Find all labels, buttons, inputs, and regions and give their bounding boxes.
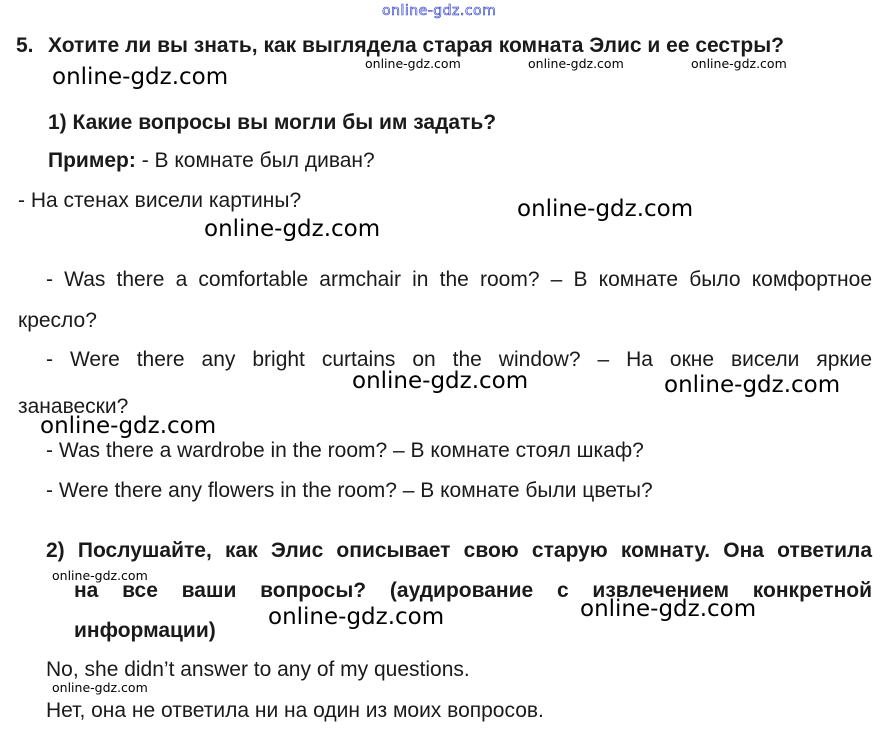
example-line-2: - На стенах висели картины?: [18, 189, 302, 212]
watermark: online-gdz.com: [517, 196, 694, 222]
part2-heading-line1: 2) Послушайте, как Элис описывает свою старую комнату. Она ответила: [46, 539, 872, 562]
watermark-small: online-gdz.com: [52, 680, 148, 695]
watermark-small: online-gdz.com: [52, 568, 148, 583]
question-2-continued: занавески?: [18, 395, 129, 418]
watermark: online-gdz.com: [664, 372, 841, 398]
part1-heading: 1) Какие вопросы вы могли бы им задать?: [48, 111, 497, 134]
answer-russian: Нет, она не ответила ни на один из моих вопросов.: [46, 699, 544, 722]
example-line: [48, 148, 375, 174]
question-3: - Was there a wardrobe in the room? – В комнате стоял шкаф?: [46, 439, 644, 462]
watermark: online-gdz.com: [268, 604, 445, 630]
question-1-continued: кресло?: [18, 309, 97, 332]
watermark-small: online-gdz.com: [691, 56, 787, 71]
answer-english: No, she didn’t answer to any of my questions.: [46, 658, 470, 681]
part2-heading-line3: информации): [74, 619, 216, 642]
question-4: - Were there any flowers in the room? – В комнате были цветы?: [46, 479, 653, 502]
example-label: Пример:: [48, 149, 136, 172]
question-2: - Were there any bright curtains on the window? – На окне висели яркие: [46, 348, 872, 371]
example-text: - В комнате был диван?: [141, 149, 375, 172]
watermark: online-gdz.com: [580, 596, 757, 622]
watermark-small: online-gdz.com: [365, 56, 461, 71]
exercise-title: Хотите ли вы знать, как выглядела старая комната Элис и ее сестры?: [48, 34, 784, 57]
watermark: online-gdz.com: [40, 413, 217, 439]
watermark-top: online-gdz.com: [382, 3, 497, 19]
part2-heading-line2: на все ваши вопросы? (аудирование с извлечением конкретной: [74, 579, 872, 602]
exercise-number: 5.: [16, 34, 34, 57]
question-1: - Was there a comfortable armchair in the room? – В комнате было комфортное: [46, 268, 872, 291]
watermark-small: online-gdz.com: [528, 56, 624, 71]
watermark: online-gdz.com: [352, 368, 529, 394]
watermark: online-gdz.com: [52, 64, 229, 90]
watermark: online-gdz.com: [204, 216, 381, 242]
